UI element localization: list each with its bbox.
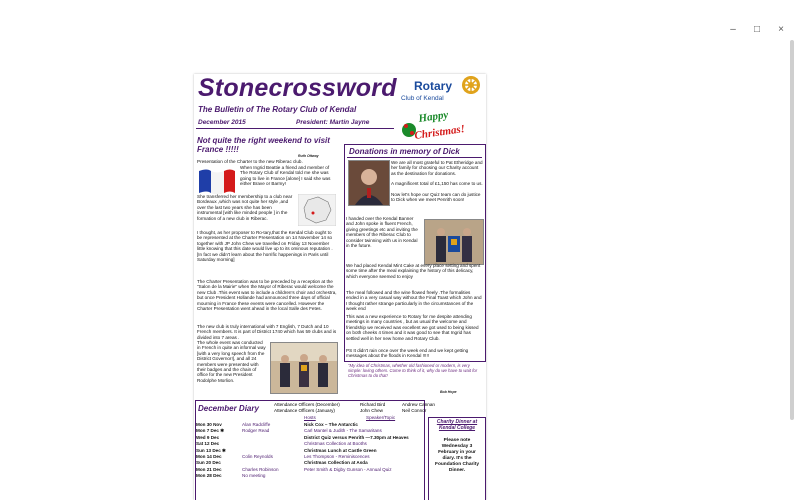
diary-topic: District Quiz versus Penrith —7.30pm at Heaves	[304, 434, 409, 440]
diary-topic: Peter Smith & Digby Gunson - Annual Quiz	[304, 466, 392, 472]
window-controls	[728, 24, 786, 35]
diary-date: Sun 13 Dec ✱	[196, 447, 226, 453]
diary-title: December Diary	[198, 404, 259, 413]
issue-date: December 2015	[198, 119, 246, 126]
diary-topic: Les Thompson - Reminiscences	[304, 454, 370, 459]
close-icon[interactable]: ×	[778, 24, 784, 35]
att-dec-label: Attendance Officers (December)	[274, 402, 340, 407]
xmas-christmas: Christmas!	[413, 123, 466, 142]
france-map-image	[298, 194, 336, 226]
french-flag-image	[197, 167, 237, 195]
newsletter-title: Stonecrossword	[198, 74, 397, 102]
diary-date: Mon 21 Dec	[196, 466, 222, 472]
left-article-p2: When Ingrid Beattie a friend and member of The Rotary Club of Kendal told me she was going to live in France [alone] I said she was either Brave or Barmy!	[240, 165, 331, 187]
happy-christmas-graphic	[399, 106, 481, 146]
right-col-p4: I handed over the Kendal Banner and John spoke in fluent French, giving greetings etc and inviting the members of the Riberac Club to consider twinning with us in Kendal in the future.	[346, 216, 418, 249]
diary-date: Mon 30 Nov	[196, 422, 222, 427]
rotary-wheel-icon	[460, 74, 482, 96]
diary-topic: Christmas Collection at Booths	[304, 441, 367, 447]
charity-dinner-body: Please note Wednesday 3 February in your diary. It's the Foundation Charity Dinner.	[435, 438, 479, 473]
masthead-rule	[196, 128, 394, 129]
minimize-icon[interactable]: –	[730, 24, 736, 35]
president-line: President: Martin Jayne	[296, 119, 370, 126]
banner-exchange-photo	[424, 219, 484, 265]
diary-topic: Nick Cox – The Antarctic	[304, 422, 358, 427]
rotary-club-name: Club of Kendal	[401, 95, 444, 102]
att-jan-name-1: John Chew	[360, 408, 383, 413]
donations-p3: Now let's hope our Quiz team can do justice to Dick when we meet Penrith soon!	[391, 192, 481, 203]
left-article-p5: The Charter Presentation was to be preceded by a reception at the "Salon de la Mairie" when the Mayor of Riberac would welcome the new Club .This event was to include a children's choir and orchestra, but once President Hollande had announced three days of official mourning in France these events were cancelled. However the Charter Presentation went ahead in the local Salle des Fetes.	[197, 279, 337, 312]
rotary-wordmark: Rotary	[414, 79, 453, 93]
diary-host: No meeting	[242, 473, 266, 479]
diary-date: Sat 12 Dec	[196, 441, 220, 447]
quote-author: Bob Hope	[440, 390, 457, 394]
diary-host: Rodger Read	[242, 428, 270, 434]
left-article-byline: Ruth Ottway	[298, 154, 319, 158]
donations-headline: Donations in memory of Dick	[349, 147, 460, 156]
left-article-p4: I thought, as her proposer to Ro-tary,that the Kendal Club ought to be represented at the Charter Presentation on 14 November 14 so together with JP John Chew we travelled on Friday 13 November little knowing that this date would live up to its ominous reputation . [In fact we didn't learn about the horrific happenings in Paris until Saturday morning]	[197, 230, 333, 263]
left-article-p7: The whole event was conducted in French in quite an informal way [with a very long speech from the District Governor!], and all 24 members were presented with their badges and the chain of office for the new President Rodolphe Morlion.	[197, 340, 266, 383]
att-dec-name-1: Richard Bird	[360, 402, 386, 407]
right-col-p8: PS It didn't rain once over the week end and we kept getting messages about the floods in Kendal !!!!!	[346, 348, 469, 359]
diary-date: Wed 9 Dec	[196, 434, 220, 440]
diary-date: Mon 7 Dec ✱	[196, 428, 225, 434]
diary-host: Charles Robinson	[242, 466, 279, 472]
christmas-quote: "My idea of Christmas, whether old fashioned or modern, is very simple: loving others. Come to think of it, why do we have to wait for Christmas to do that!	[348, 363, 478, 379]
donations-p1: We are all most grateful to Pat Etheridge and her family for choosing our Charity account as the destination for donations.	[391, 160, 483, 176]
att-dec-name-2: Andrew Cannan	[402, 402, 435, 407]
diary-host: Alan Radcliffe	[242, 422, 271, 427]
right-col-p6: The meal followed and the wine flowed freely .The formalities ended in a very casual way without the Final Toast which John and I thought rather strange particularly in the circumstances of the week end	[346, 290, 482, 312]
restore-icon[interactable]: □	[753, 24, 761, 35]
left-article-p6: The new club is truly international with 7 English, 7 Dutch and 10 French members. It is part of District 1740 which has 59 clubs and is divided into 7 areas .	[197, 324, 337, 340]
vertical-scrollbar[interactable]	[790, 40, 794, 420]
diary-host: Colin Reynolds	[242, 454, 273, 459]
newsletter-subtitle: The Bulletin of The Rotary Club of Kendal	[198, 105, 357, 114]
charity-dinner-title: Charity Dinner at Kendal College	[436, 419, 478, 431]
charter-presentation-photo	[270, 342, 338, 394]
right-col-p7: This was a new experience to Rotary for me despite attending meetings in many countries , but as usual the welcome and friendship we received was excellent we got used to being kissed on both cheeks 4 times and it was good to see that Ingrid has settled well in her new home and Rotary Club.	[346, 314, 479, 341]
speaker-header: Speaker/Topic	[366, 415, 396, 420]
att-jan-label: Attendance Officers (January)	[274, 408, 335, 413]
diary-date: Mon 14 Dec	[196, 454, 222, 459]
left-article-p1: Presentation of the Charter to the new Riberac club.	[197, 159, 303, 164]
diary-date: Sun 20 Dec	[196, 460, 221, 466]
xmas-happy: Happy	[417, 108, 450, 125]
donations-rule	[347, 157, 482, 158]
att-jan-name-2: Neil Connor	[402, 408, 427, 413]
left-article-headline: Not quite the right weekend to visit France !!!!!	[197, 136, 330, 154]
diary-topic: Christmas Lunch at Castle Green	[304, 447, 377, 453]
charity-dinner-box	[428, 417, 486, 500]
left-article-p3: She transferred her membership to a club near Bordeaux ,which was not quite her style ,and over the last two years she has been instrumental [with like minded people ] in the formation of a new club in Riberac.	[197, 194, 293, 221]
diary-topic: Carl Mantel & Judith - The Samaritans	[304, 428, 382, 434]
dick-portrait-photo	[348, 160, 390, 206]
hosts-header: Hosts	[304, 415, 316, 420]
diary-topic: Christmas Collection at Asda	[304, 460, 368, 466]
right-col-p5: We had placed Kendal Mint Cake at every place setting and spent some time after the meal explaining the history of this delicacy, which everyone seemed to enjoy	[346, 263, 481, 279]
diary-date: Mon 28 Dec	[196, 473, 222, 479]
newsletter-page	[194, 74, 486, 500]
donations-p2: A magnificent total of £1,150 has come to us.	[391, 181, 483, 186]
